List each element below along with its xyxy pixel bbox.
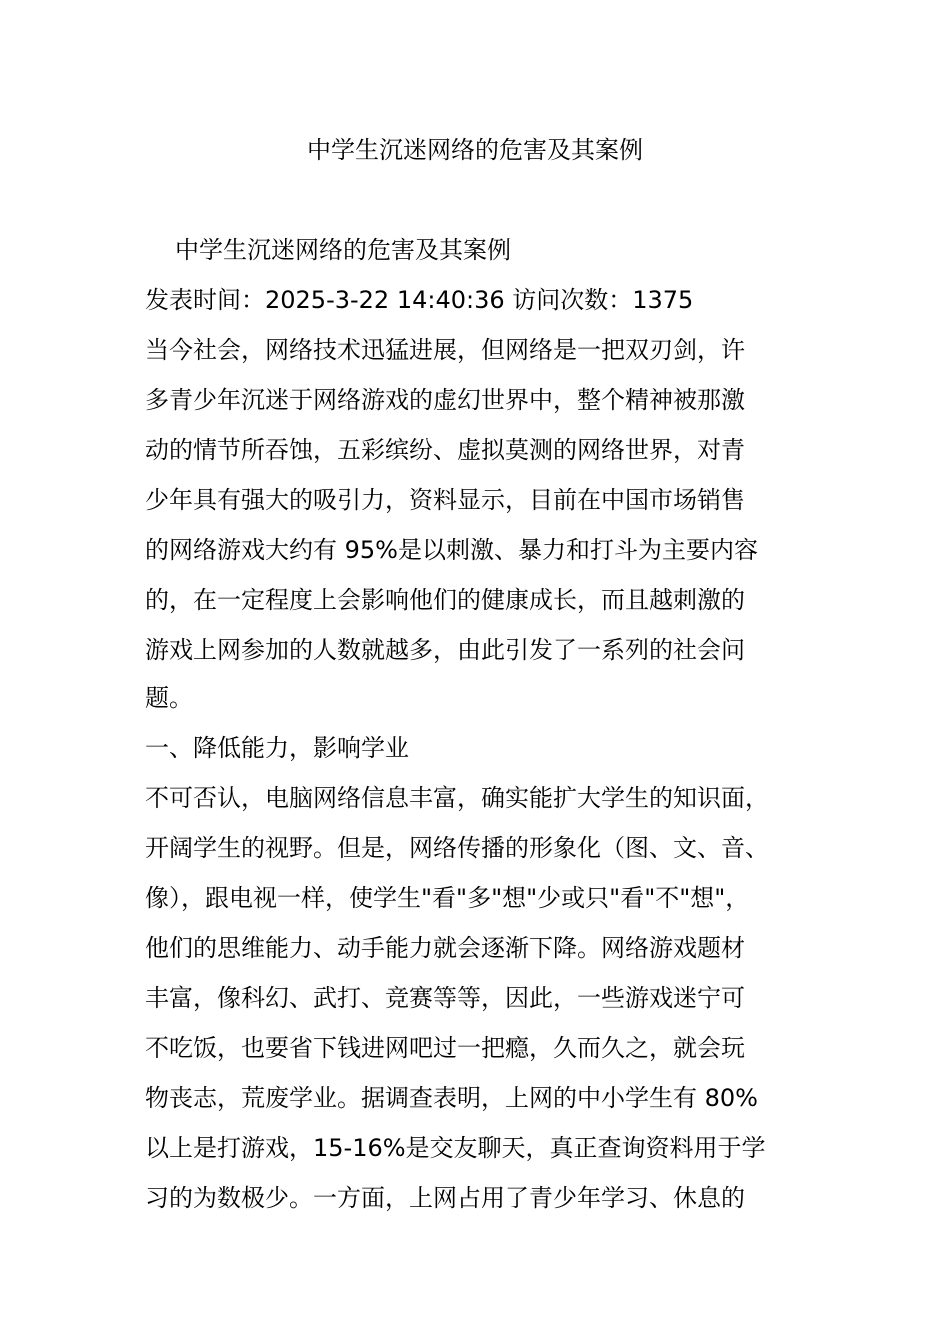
article-heading: 中学生沉迷网络的危害及其案例	[175, 236, 511, 264]
text-line: 丰富，像科幻、武打、竞赛等等，因此，一些游戏迷宁可	[145, 984, 745, 1012]
text-line: 不吃饭，也要省下钱进网吧过一把瘾，久而久之，就会玩	[145, 1034, 745, 1062]
text-line: 以上是打游戏，15-16%是交友聊天，真正查询资料用于学	[145, 1134, 766, 1162]
section-heading: 一、降低能力，影响学业	[145, 734, 409, 762]
text-line: 少年具有强大的吸引力，资料显示，目前在中国市场销售	[145, 486, 745, 514]
text-line: 不可否认，电脑网络信息丰富，确实能扩大学生的知识面，	[145, 784, 769, 812]
text-line: 物丧志，荒废学业。据调查表明，上网的中小学生有 80%	[145, 1084, 758, 1112]
text-line: 像），跟电视一样，使学生"看"多"想"少或只"看"不"想"，	[145, 884, 750, 912]
text-line: 他们的思维能力、动手能力就会逐渐下降。网络游戏题材	[145, 934, 745, 962]
text-line: 多青少年沉迷于网络游戏的虚幻世界中，整个精神被那激	[145, 386, 745, 414]
page-title: 中学生沉迷网络的危害及其案例	[307, 136, 643, 164]
text-line: 当今社会，网络技术迅猛进展，但网络是一把双刃剑，许	[145, 336, 745, 364]
text-line: 动的情节所吞蚀，五彩缤纷、虚拟莫测的网络世界，对青	[145, 436, 745, 464]
publish-meta: 发表时间：2025-3-22 14:40:36 访问次数：1375	[145, 286, 694, 314]
text-line: 游戏上网参加的人数就越多，由此引发了一系列的社会问	[145, 636, 745, 664]
text-line: 的，在一定程度上会影响他们的健康成长，而且越刺激的	[145, 586, 745, 614]
text-line: 题。	[145, 684, 193, 712]
text-line: 习的为数极少。一方面，上网占用了青少年学习、休息的	[145, 1184, 745, 1212]
text-line: 开阔学生的视野。但是，网络传播的形象化（图、文、音、	[145, 834, 769, 862]
text-line: 的网络游戏大约有 95%是以刺激、暴力和打斗为主要内容	[145, 536, 758, 564]
